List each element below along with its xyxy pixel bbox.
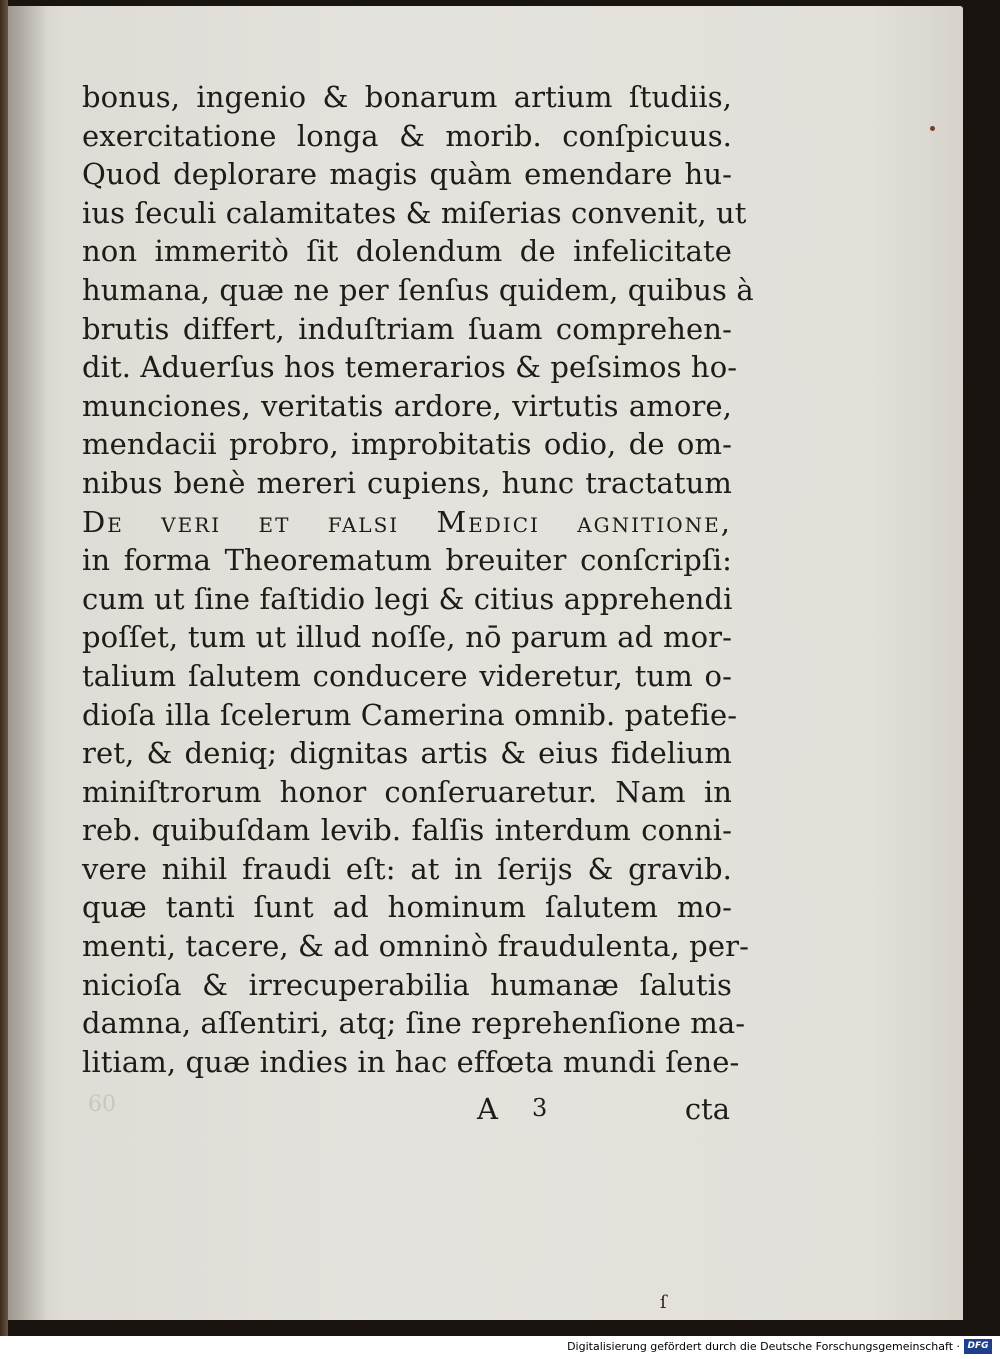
text-line: cum ut ſine faſtidio legi & citius apprehendi (82, 581, 733, 616)
text-line: exercitatione longa & morib. conſpicuus. (82, 118, 732, 153)
text-line: miniſtrorum honor conſeruaretur. Nam in (82, 774, 732, 809)
ink-speck: ſ (660, 1292, 667, 1313)
signature-line (82, 1092, 732, 1132)
text-line: menti, tacere, & ad omninò fraudulenta, per- (82, 929, 749, 964)
text-line: damna, aſſentiri, atq; ſine reprehenſione ma- (82, 1006, 746, 1041)
text-line: in forma Theorematum breuiter conſcripſi: (82, 543, 732, 578)
text-line: dioſa illa ſcelerum Camerina omnib. patefie- (82, 697, 738, 732)
dfg-logo-icon: DFG (964, 1339, 992, 1354)
footer-bar (0, 1336, 1000, 1359)
text-line: humana, quæ ne per ſenſus quidem, quibus à (82, 272, 754, 307)
text-line: mendacii probro, improbitatis odio, de om- (82, 427, 732, 462)
text-line: nibus benè mereri cupiens, hunc tractatum (82, 465, 732, 500)
text-line: quæ tanti ſunt ad hominum ſalutem mo- (82, 890, 732, 925)
catchword: cta (684, 1092, 730, 1126)
text-line-title: De veri et falsi Medici agnitione, (82, 504, 732, 539)
text-line: poſſet, tum ut illud noſſe, nō parum ad mor- (82, 620, 732, 655)
text-line: talium ſalutem conducere videretur, tum o- (82, 658, 732, 693)
page-text (82, 78, 754, 1081)
text-line: Quod deplorare magis quàm emendare hu- (82, 157, 732, 192)
text-line: ret, & deniq; dignitas artis & eius fidelium (82, 736, 732, 771)
text-line: non immeritò ſit dolendum de infelicitate (82, 234, 732, 269)
text-line: vere nihil fraudi eſt: at in ſerijs & gravib. (82, 851, 732, 886)
funding-credit: Digitalisierung gefördert durch die Deutsche Forschungsgemeinschaft · (567, 1340, 960, 1353)
book-spine-edge (0, 0, 8, 1336)
text-line: reb. quibuſdam levib. falſis interdum conni- (82, 813, 732, 848)
text-line: litiam, quæ indies in hac effœta mundi ſene- (82, 1044, 740, 1079)
signature-mark: A (477, 1092, 498, 1126)
text-line: nicioſa & irrecuperabilia humanæ ſalutis (82, 967, 732, 1002)
gutter-shadow (8, 6, 48, 1320)
paper-speck (930, 126, 935, 131)
text-line: ius ſeculi calamitates & miſerias convenit, ut (82, 195, 747, 230)
text-line: munciones, veritatis ardore, virtutis amore, (82, 388, 732, 423)
show-through-mark: 60 (88, 1092, 116, 1117)
text-line: dit. Aduerſus hos temerarios & peſsimos ho- (82, 350, 738, 385)
text-line: brutis differt, induſtriam ſuam comprehen- (82, 311, 732, 346)
signature-number: 3 (532, 1094, 548, 1122)
text-line: bonus, ingenio & bonarum artium ſtudiis, (82, 80, 732, 114)
